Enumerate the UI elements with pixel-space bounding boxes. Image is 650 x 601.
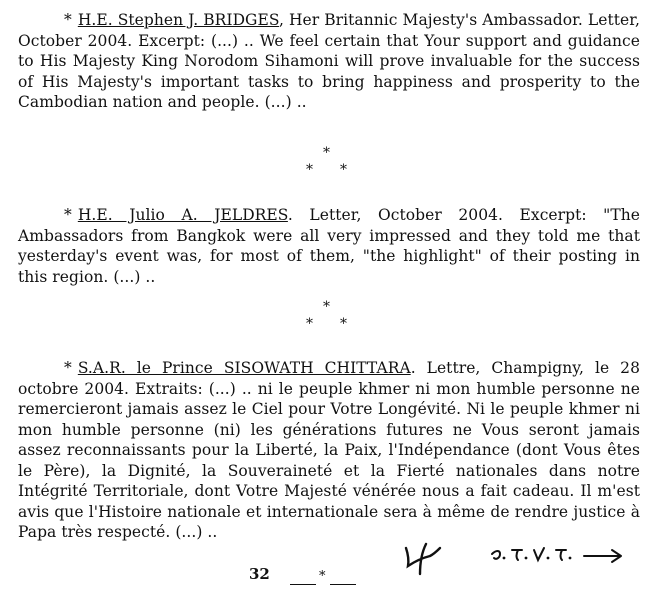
sender-name: S.A.R. le Prince SISOWATH CHITTARA	[77, 359, 411, 377]
entry-star: *	[64, 206, 72, 224]
excerpt-text: . Lettre, Champigny, le 28 octobre 2004. Extraits: (...) .. ni le peuple khmer ni mon humble personne ne remercieront jamais assez le Ciel pour Votre Longévité. Ni le peuple khmer ni mon humble personne (ni) les générations futures ne Vous seront jamais assez reconnaissants pour la Liberté, la Paix, l'Indépendance (dont Vous êtes le Père), la Dignité, la Souveraineté et la Fierté nationales dans notre Intégrité Territoriale, dont Votre Majesté vénérée nous a fait cadeau. Il m'est avis que l'Histoire nationale et internationale sera à même de rendre justice à Papa très respecté. (...) ..	[18, 359, 640, 541]
asterism-star: *	[340, 162, 347, 178]
letter-excerpt-bridges	[18, 10, 640, 113]
footer-star: *	[319, 569, 326, 584]
entry-star: *	[64, 359, 72, 377]
asterism-star: *	[340, 316, 347, 332]
excerpt-text: , Her Britannic Majesty's Ambassador. Letter, October 2004. Excerpt: (...) .. We feel certain that Your support and guidance to His Majesty King Norodom Sihamoni will prove invaluable for the success of His Majesty's important tasks to bring happiness and prosperity to the Cambodian nation and people. (...) ..	[18, 11, 641, 111]
handwritten-note-icon	[488, 538, 628, 568]
entry-star: *	[64, 11, 72, 29]
section-asterism	[305, 146, 349, 180]
asterism-star: *	[306, 162, 313, 178]
sender-name: H.E. Julio A. JELDRES	[77, 206, 288, 224]
footer-ornament	[290, 565, 362, 587]
asterism-star: *	[323, 145, 330, 161]
footer-dash	[330, 584, 356, 585]
letter-excerpt-jeldres	[18, 205, 640, 287]
asterism-star: *	[323, 299, 330, 315]
page-number: 32	[249, 565, 270, 583]
section-asterism	[305, 300, 349, 334]
page-footer	[0, 565, 650, 601]
footer-dash	[290, 584, 316, 585]
sender-name: H.E. Stephen J. BRIDGES	[77, 11, 279, 29]
letter-excerpt-chittara	[18, 358, 640, 543]
asterism-star: *	[306, 316, 313, 332]
excerpt-text: . Letter, October 2004. Excerpt: "The Ambassadors from Bangkok were all very impressed and they told me that yesterday's event was, for most of them, "the highlight" of their posting in this region. (...) ..	[18, 206, 640, 286]
